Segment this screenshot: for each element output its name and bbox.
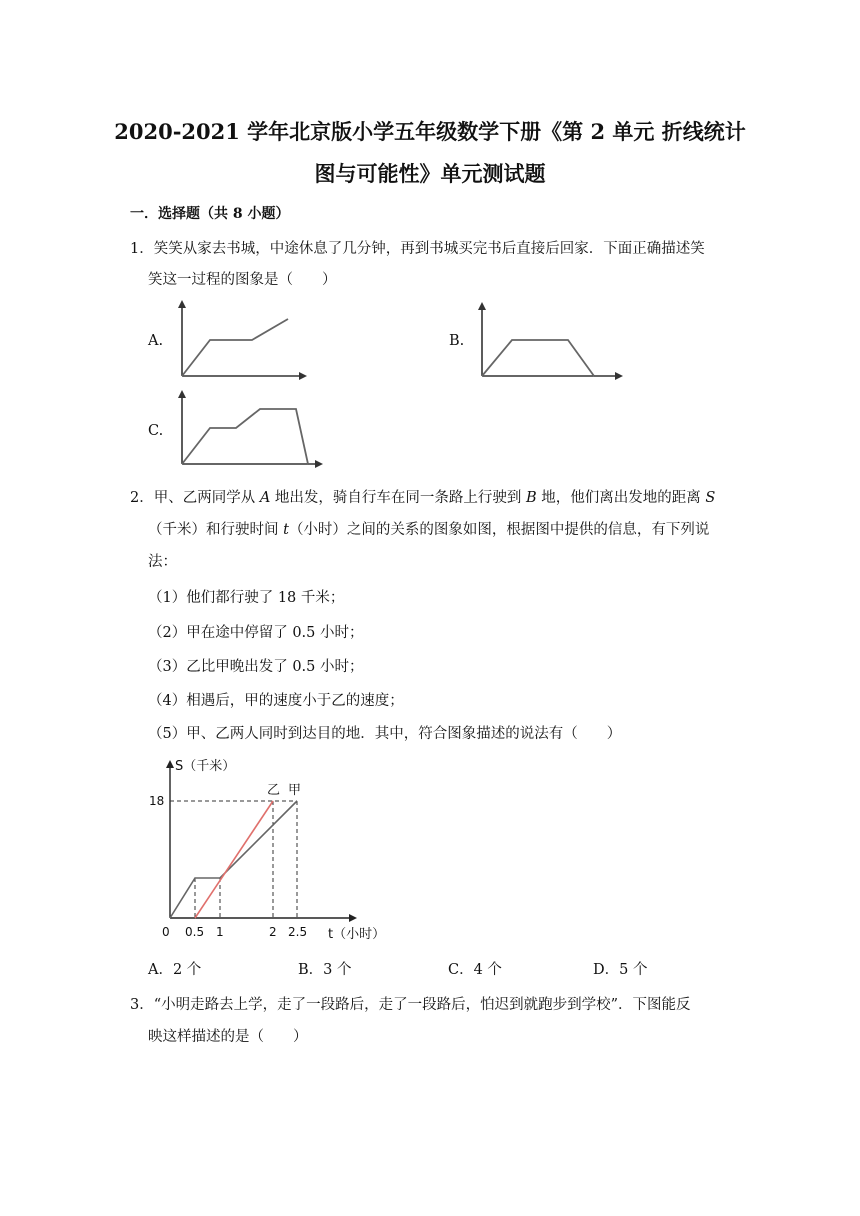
x-tick-1: 1	[216, 925, 224, 939]
q2-line2-part2: （小时）之间的关系的图象如图，根据图中提供的信息，有下列说	[288, 522, 710, 538]
q1-option-c-graph	[170, 388, 330, 473]
x-axis-arrow	[349, 914, 357, 922]
q2-choice-c[interactable]: C．4 个	[448, 962, 502, 978]
q2-statement-1: （1）他们都行驶了 18 千米；	[148, 590, 345, 606]
q1-option-c-label: C.	[148, 423, 164, 439]
y-axis-arrow	[166, 760, 174, 768]
q1-option-b-label: B.	[449, 333, 465, 349]
q3-text-line2: 映这样描述的是（ ）	[148, 1029, 308, 1045]
q1-text-line2: 笑这一过程的图象是（ ）	[148, 272, 337, 288]
q2-line1-part2: 地出发，骑自行车在同一条路上行驶到	[270, 490, 527, 506]
q2-statement-4: （4）相遇后，甲的速度小于乙的速度；	[148, 693, 404, 709]
q1-option-a-label: A.	[148, 333, 164, 349]
q2-point-a: A	[259, 490, 271, 506]
y-tick-18: 18	[149, 794, 165, 808]
q2-statement-3: （3）乙比甲晚出发了 0.5 小时；	[148, 659, 364, 675]
series-yi-line	[195, 801, 273, 918]
label-yi: 乙	[267, 783, 281, 798]
q2-text-line1	[130, 486, 715, 507]
q2-point-b: B	[526, 490, 537, 506]
q2-choice-b[interactable]: B．3 个	[298, 962, 352, 978]
q2-choice-a[interactable]: A．2 个	[148, 962, 202, 978]
q2-variable-s: S	[705, 490, 716, 506]
x-tick-2.5: 2.5	[288, 925, 308, 939]
q2-line2-part1: （千米）和行驶时间	[148, 522, 284, 538]
q1-option-a-graph	[170, 298, 310, 383]
x-axis-label: t（小时）	[328, 927, 386, 942]
q2-distance-time-graph	[145, 750, 395, 950]
document-title-line1: 2020-2021 学年北京版小学五年级数学下册《第 2 单元 折线统计	[114, 119, 746, 144]
q2-line1-part1: 2．甲、乙两同学从	[130, 490, 260, 506]
section-heading: 一．选择题（共 8 小题）	[130, 206, 290, 222]
q2-statement-2: （2）甲在途中停留了 0.5 小时；	[148, 625, 364, 641]
y-axis-label: S（千米）	[175, 759, 236, 774]
q3-text-line1: 3．“小明走路去上学，走了一段路后，走了一段路后，怕迟到就跑步到学校”．下图能反	[130, 997, 691, 1013]
q2-text-line3: 法：	[148, 554, 177, 570]
x-tick-0: 0	[162, 925, 170, 939]
q2-variable-t: t	[283, 522, 289, 538]
label-jia: 甲	[288, 783, 302, 798]
q2-line1-part3: 地，他们离出发地的距离	[536, 490, 706, 506]
x-tick-0.5: 0.5	[185, 925, 205, 939]
q2-text-line2	[148, 518, 709, 539]
q2-statement-5: （5）甲、乙两人同时到达目的地．其中，符合图象描述的说法有（ ）	[148, 726, 622, 742]
q2-choice-d[interactable]: D．5 个	[593, 962, 648, 978]
q1-text-line1: 1．笑笑从家去书城，中途休息了几分钟，再到书城买完书后直接后回家．下面正确描述笑	[130, 241, 705, 257]
x-tick-2: 2	[269, 925, 277, 939]
document-title-line2: 图与可能性》单元测试题	[314, 161, 546, 186]
q1-option-b-graph	[470, 300, 630, 385]
